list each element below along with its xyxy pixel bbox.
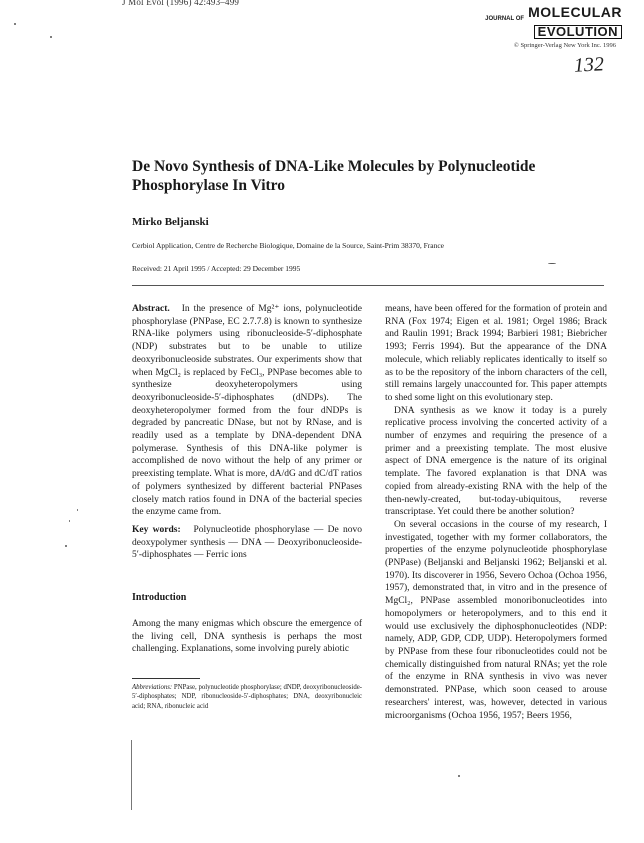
author-name: Mirko Beljanski xyxy=(132,216,209,228)
keywords-label: Key words: xyxy=(132,525,181,535)
footnote-text: PNPase, polynucleotide phosphorylase; dNDP, deoxyribonucleoside-5′-diphosphates; NDP, ribonucleoside-5′-diphosphates; DNA, deoxyribonucleic acid; RNA, ribonucleic acid xyxy=(132,684,362,710)
scan-speck xyxy=(458,775,460,777)
abstract-block xyxy=(132,303,362,519)
footnote-divider xyxy=(132,678,200,679)
keywords-paragraph xyxy=(132,524,362,562)
keywords-block xyxy=(132,524,362,562)
journal-citation: J Mol Evol (1996) 42:493–499 xyxy=(122,0,240,7)
journal-logo-line2 xyxy=(485,23,622,41)
scan-speck xyxy=(65,545,67,547)
right-paragraph-1: means, have been offered for the formation of protein and RNA (Fox 1974; Eigen et al. 1981; Orgel 1986; Brack and Raulin 1991; Brack 1994; Barbieri 1981; Biebricher 1993; Ferris 1994). But the appearance of the DNA molecule, which reliably replicates identically to itself so as to be the repository of the inborn characters of the cell, still remains largely unaccounted for. This paper attempts to shed some light on this evolutionary step. xyxy=(385,304,607,403)
journal-name-molecular: MOLECULAR xyxy=(528,4,622,20)
header-divider xyxy=(132,285,604,286)
journal-logo xyxy=(485,4,622,41)
right-paragraph-3: On several occasions in the course of my research, I investigated, together with my former collaborators, the properties of the enzyme polynucleotide phosphorylase (PNPase) (Beljanski and Beljanski 1962; Beljanski et al. 1970). Its discoverer in 1956, Severo Ochoa (Ochoa 1956, 1957), demonstrated that, in vitro and in the presence of MgCl₂, PNPase assembled monoribonucleotides into homopolymers or heteropolymers, and to this end it would use exclusively the diphosphonucleotides (NDP: namely, ADP, GDP, CDP, UDP). Heteropolymers formed by PNPase from these four ribonucleotides could not be chemically distinguished from natural RNAs; yet the role of the enzyme in RNA synthesis in vivo was never demonstrated. PNPase, which soon ceased to arouse researchers' interest, was, however, detected in various microorganisms (Ochoa 1956, 1957; Beers 1956, xyxy=(385,519,607,721)
abstract-label: Abstract. xyxy=(132,304,170,314)
received-dates: Received: 21 April 1995 / Accepted: 29 December 1995 xyxy=(132,264,301,273)
journal-logo-line1 xyxy=(485,4,622,22)
keywords-text: Polynucleotide phosphorylase — De novo deoxypolymer synthesis — DNA — Deoxyribonucleoside-5′-diphosphates — Ferric ions xyxy=(132,525,363,561)
scan-speck xyxy=(50,36,52,38)
introduction-block xyxy=(132,618,362,656)
journal-prefix: JOURNAL OF xyxy=(485,16,525,22)
right-paragraph-2: DNA synthesis as we know it today is a purely replicative process involving the concerted activity of a number of enzymes and requiring the presence of a primer and a preexisting template. The most elusive aspect of DNA emergence is the nature of its original template. The favored explanation is that DNA was copied from already-existing RNA with the help of the then-newly-created, but-today-ubiquitous, reverse transcriptase. Yet could there be another solution? xyxy=(385,405,607,518)
copyright-notice: © Springer-Verlag New York Inc. 1996 xyxy=(513,42,616,49)
right-column xyxy=(385,303,607,722)
footnote-label: Abbreviations: xyxy=(132,684,173,691)
handwritten-page-number: 132 xyxy=(573,53,605,77)
abbreviations-footnote xyxy=(132,683,362,711)
scan-speck xyxy=(14,23,16,25)
scan-speck xyxy=(69,520,70,522)
journal-name-evolution: EVOLUTION xyxy=(534,25,622,39)
article-title: De Novo Synthesis of DNA-Like Molecules by Polynucleotide Phosphorylase In Vitro xyxy=(132,158,536,194)
scan-speck xyxy=(548,263,556,264)
scan-mark xyxy=(131,740,132,810)
abstract-paragraph xyxy=(132,303,362,519)
author-affiliation: Cerbiol Application, Centre de Recherche Biologique, Domaine de la Source, Saint-Prim 38370, France xyxy=(132,241,445,250)
abstract-text: In the presence of Mg²⁺ ions, polynucleotide phosphorylase (PNPase, EC 2.7.7.8) is known to synthesize RNA-like polymers using ribonucleoside-5′-diphosphate (NDP) substrates but to be unable to utilize deoxyribonucleoside substrates. Our experiments show that when MgCl₂ is replaced by FeCl₃, PNPase becomes able to synthesize deoxyheteropolymers using deoxyribonucleoside-5′-diphosphates (dNDPs). The deoxyheteropolymer formed from the four dNDPs is degraded by pancreatic DNase, but not by RNase, and is readily used as a template by DNA-dependent DNA polymerase. Synthesis of this DNA-like polymer is accomplished de novo without the help of any primer or preexisting template. What is more, dA/dG and dC/dT ratios of polymers synthesized by different bacterial PNPases closely match ratios found in DNA of the bacterial species the enzyme came from. xyxy=(132,304,363,518)
introduction-paragraph: Among the many enigmas which obscure the emergence of the living cell, DNA synthesis is perhaps the most challenging. Explanations, some involving purely abiotic xyxy=(132,619,362,655)
introduction-heading: Introduction xyxy=(132,592,187,603)
scan-speck xyxy=(77,509,78,511)
